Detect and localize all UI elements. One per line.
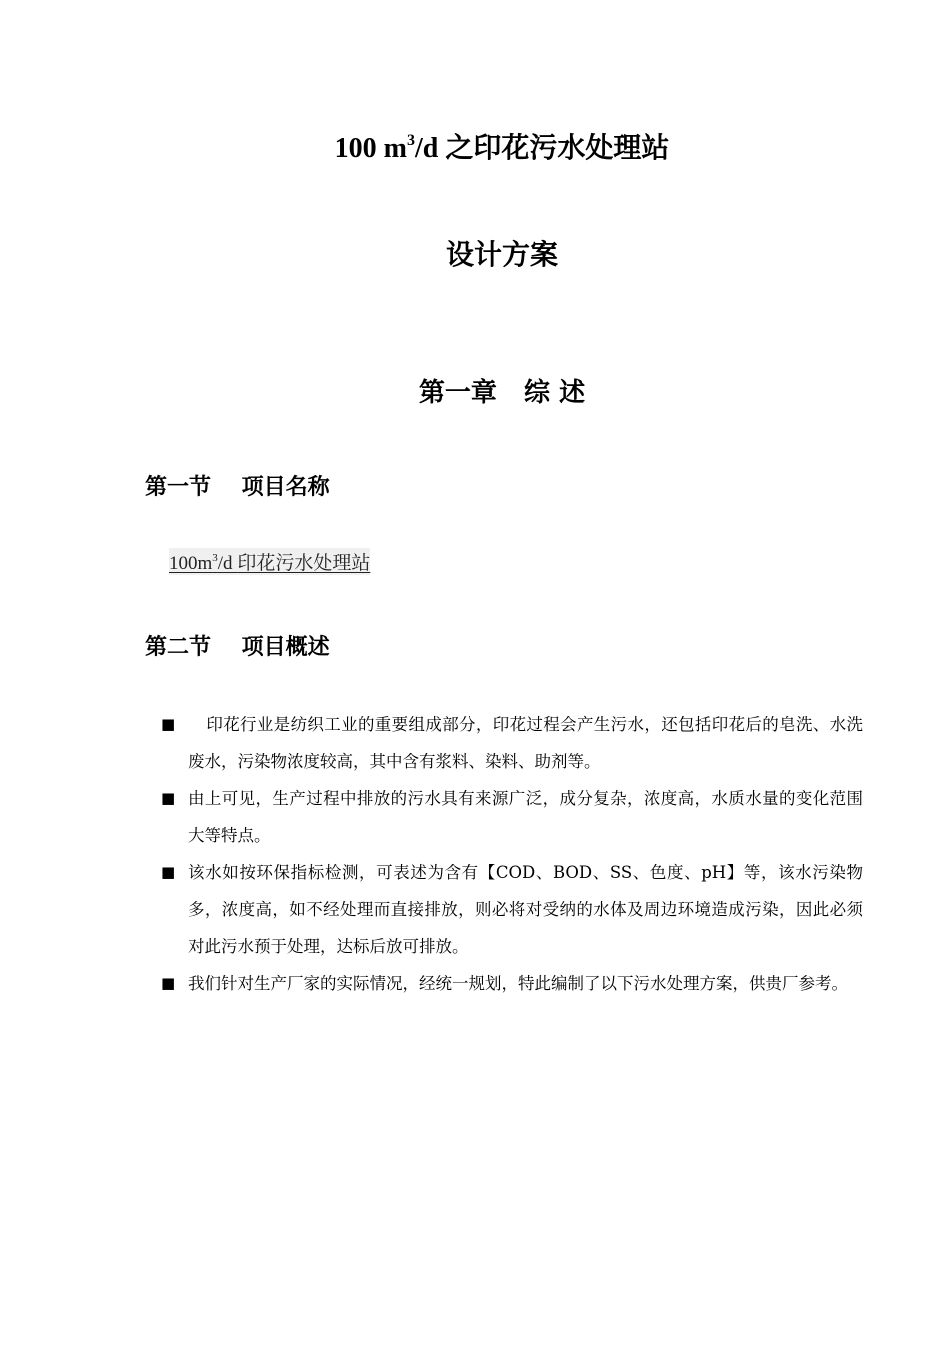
project-name-suffix: 印花污水处理站 <box>237 552 371 574</box>
black-square-icon: ■ <box>161 715 176 733</box>
title-suffix-latin: /d <box>414 133 446 164</box>
project-name-suffix-latin: /d <box>217 553 238 574</box>
list-item <box>158 965 863 1002</box>
title-suffix: 之印花污水处理站 <box>445 131 670 164</box>
bullet-text: 印花行业是纺织工业的重要组成部分，印花过程会产生污水，还包括印花后的皂洗、水洗废水，污染物浓度较高，其中含有浆料、染料、助剂等。 <box>188 715 863 771</box>
overview-bullet-list <box>158 706 863 1002</box>
list-item <box>158 854 863 965</box>
black-square-icon: ■ <box>161 974 176 992</box>
list-item <box>158 706 863 780</box>
document-subtitle: 设计方案 <box>445 238 558 271</box>
list-item <box>158 780 863 854</box>
document-title <box>0 126 950 166</box>
project-name-superscript: 3 <box>212 552 218 564</box>
title-prefix: 100 m <box>334 133 407 164</box>
black-square-icon: ■ <box>161 863 176 881</box>
section-heading-project-overview: 第二节 项目概述 <box>145 635 330 660</box>
section-heading-project-name: 第一节 项目名称 <box>145 475 330 500</box>
bullet-text: 我们针对生产厂家的实际情况，经统一规划，特此编制了以下污水处理方案，供贵厂参考。 <box>188 974 848 993</box>
bullet-text: 该水如按环保指标检测，可表述为含有【COD、BOD、SS、色度、pH】等，该水污染物多，浓度高，如不经处理而直接排放，则必将对受纳的水体及周边环境造成污染，因此必须对此污水预于处理，达标后放可排放。 <box>188 863 863 956</box>
bullet-text: 由上可见，生产过程中排放的污水具有来源广泛，成分复杂，浓度高，水质水量的变化范围大等特点。 <box>188 789 863 845</box>
project-name-text <box>169 548 370 575</box>
title-superscript: 3 <box>406 132 415 149</box>
chapter-heading: 第一章 综 述 <box>418 378 586 408</box>
black-square-icon: ■ <box>161 789 176 807</box>
project-name-prefix: 100m <box>169 553 213 574</box>
